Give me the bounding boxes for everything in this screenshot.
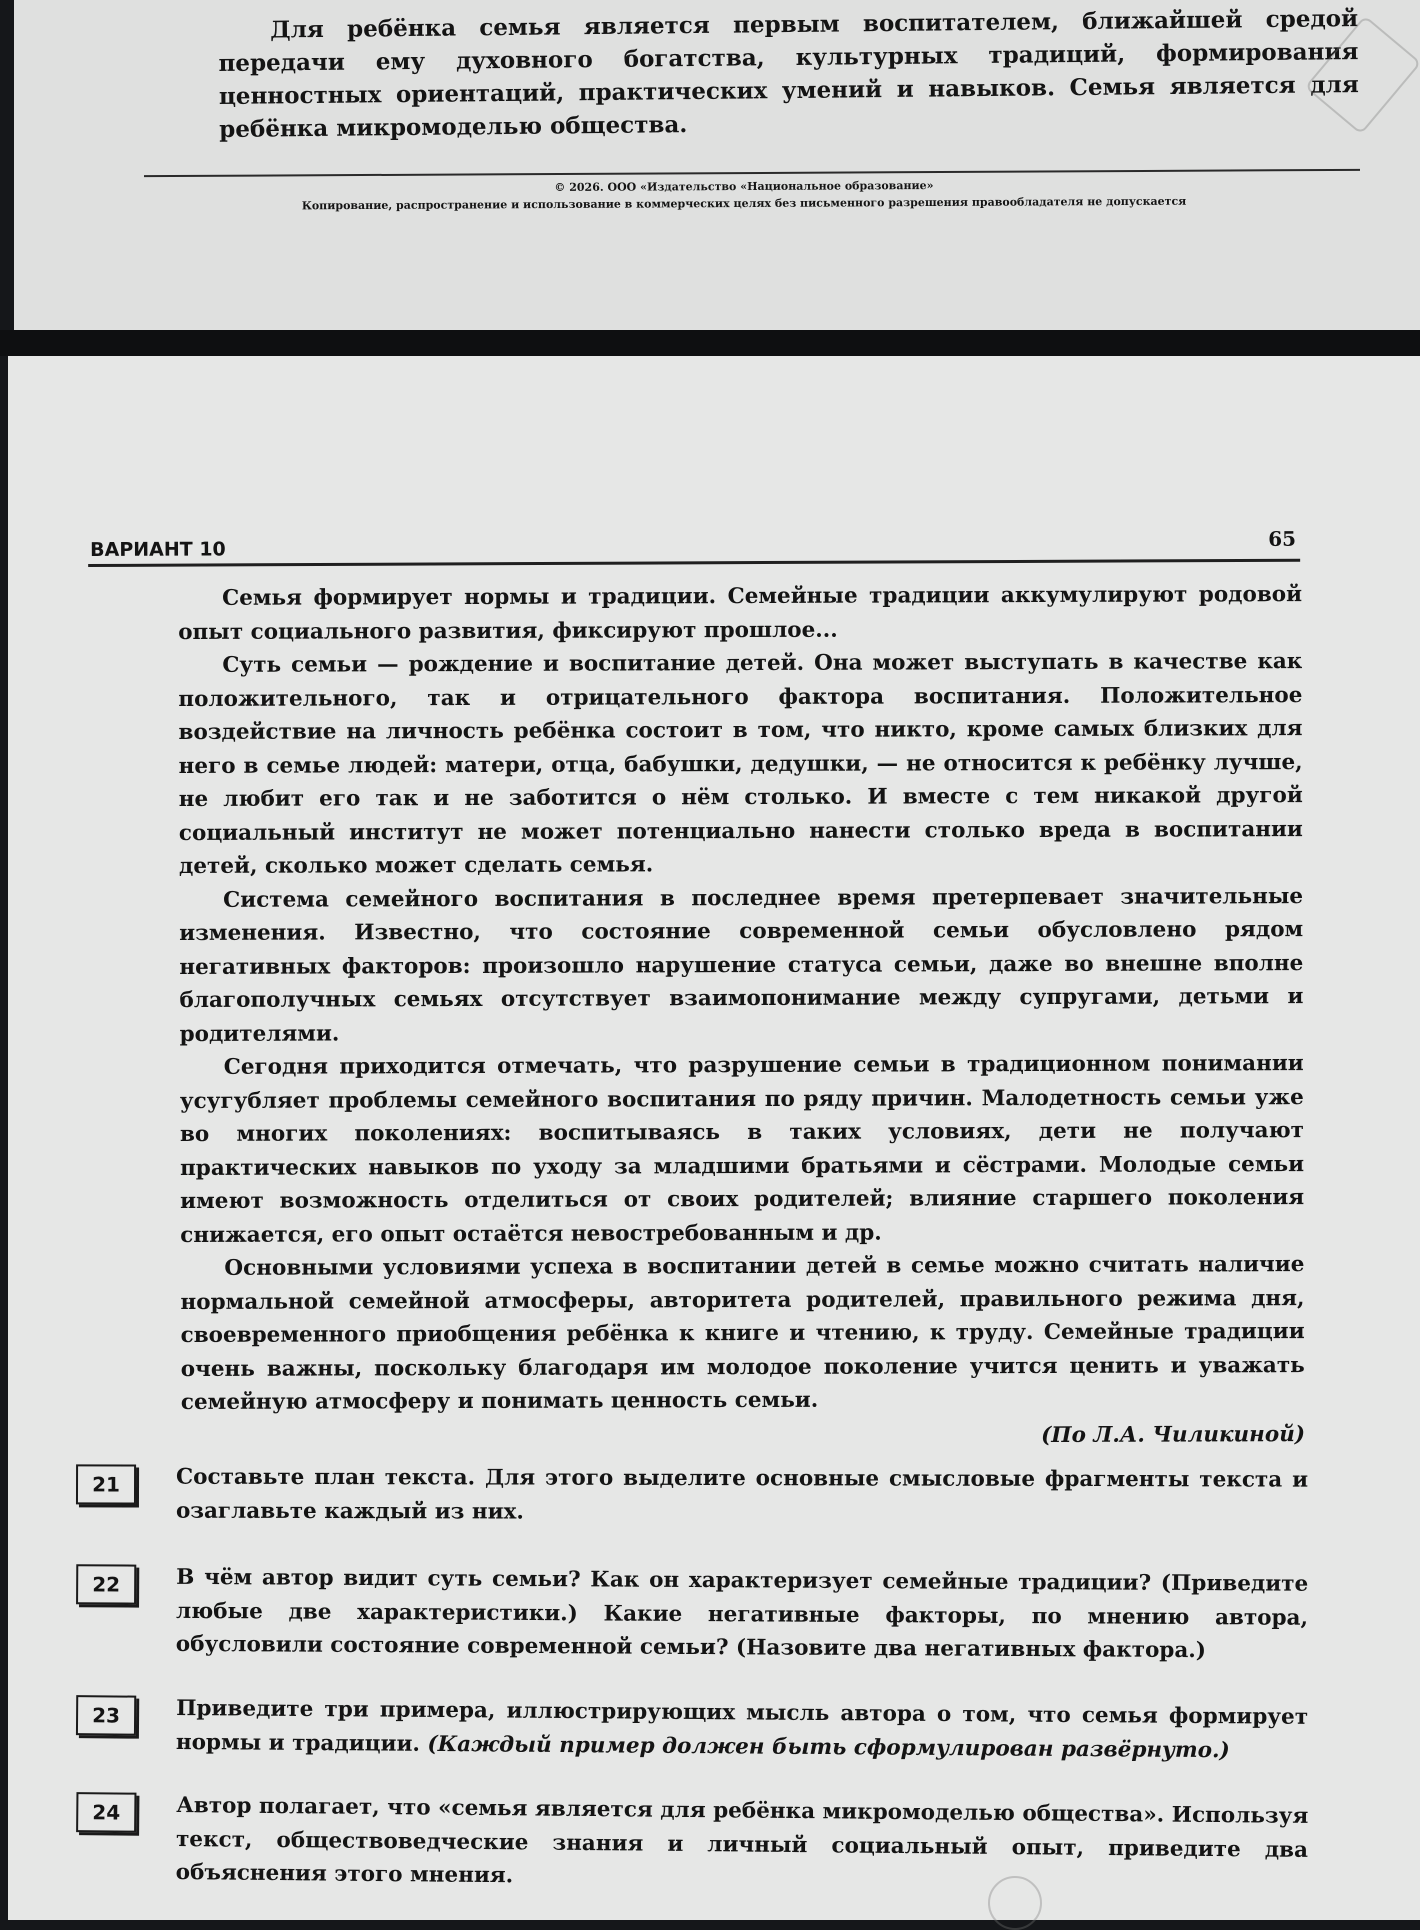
- text-attribution: (По Л.А. Чиликиной): [1041, 1421, 1306, 1448]
- text-paragraph-4: Сегодня приходится отмечать, что разрушение семьи в традиционном понимании усугубляет проблемы семейного воспитания по ряду причин. Малодетность семьи уже во многих поколениях: воспитываясь в таких условиях, дети не получают практических навыков по уходу за младшими братьями и сёстрами. Молодые семьи имеют возможность отделиться от своих родителей; влияние старшего поколения снижается, его опыт остаётся невостребованным и др.: [179, 1051, 1305, 1248]
- copyright-line-1: © 2026. ООО «Издательство «Национальное образование»: [554, 179, 934, 194]
- watermark-circle-icon: [988, 1876, 1042, 1930]
- task-21: [76, 1460, 1308, 1530]
- task-number-box: 24: [76, 1792, 136, 1833]
- previous-page-fragment: [14, 0, 1420, 330]
- variant-label: ВАРИАНТ 10: [90, 538, 226, 561]
- task-text: Составьте план текста. Для этого выделите основные смысловые фрагменты текста и озаглавьте каждый из них.: [175, 1464, 1309, 1525]
- task-number-box: 23: [76, 1695, 136, 1735]
- source-text: [178, 578, 1305, 1455]
- text-paragraph-5: Основными условиями успеха в воспитании детей в семье можно считать наличие нормальной семейной атмосферы, авторитета родителей, правильного режима дня, своевременного приобщения ребёнка к книге и чтению, к труду. Семейные традиции очень важны, поскольку благодаря им молодое поколение учится ценить и уважать семейную атмосферу и понимать ценность семьи.: [180, 1252, 1305, 1415]
- task-text-note: (Каждый пример должен быть сформулирован развёрнуто.): [427, 1731, 1230, 1763]
- page-number: 65: [1268, 526, 1297, 551]
- running-header: [88, 521, 1300, 567]
- copyright-line-2: Копирование, распространение и использование в коммерческих целях без письменного разрешения правообладателя не допускается: [301, 194, 1187, 213]
- task-text-main: Приведите три примера, иллюстрирующих мысль автора о том, что семья формирует нормы и традиции.: [175, 1695, 1309, 1757]
- copyright-notice: [164, 175, 1324, 215]
- task-24: [76, 1788, 1309, 1900]
- text-paragraph-2: Суть семьи — рождение и воспитание детей. Она может выступать в качестве как положительного, так и отрицательного фактора воспитания. Положительное воздействие на личность ребёнка состоит в том, что никто, кроме самых близких для него в семье людей: матери, отца, бабушки, дедушки, — не относится к ребёнку лучше, не любит его так и не заботится о нём столько. И вместе с тем никакой другой социальный институт не может потенциально нанести столько вреда в воспитании детей, сколько может сделать семья.: [178, 649, 1303, 879]
- task-number-box: 21: [76, 1464, 136, 1504]
- task-number-box: 22: [76, 1564, 136, 1604]
- task-text: [176, 1692, 1308, 1768]
- book-page: [8, 356, 1420, 1920]
- text-paragraph-3: Система семейного воспитания в последнее время претерпевает значительные изменения. Известно, что состояние современной семьи обусловлено рядом негативных факторов: произошло нарушение статуса семьи, даже во внешне вполне благополучных семьях отсутствует взаимопонимание между супругами, детьми и родителями.: [179, 883, 1304, 1047]
- task-23: [76, 1691, 1308, 1768]
- page-gap: [0, 330, 1420, 356]
- text-paragraph-1: Семья формирует нормы и традиции. Семейные традиции аккумулируют родовой опыт социального развития, фиксируют прошлое...: [178, 582, 1303, 645]
- previous-page-text: Для ребёнка семья является первым воспитателем, ближайшей средой передачи ему духовного богатства, культурных традиций, формирования ценностных ориентаций, практических умений и навыков. Семья является для ребёнка микромоделью общества.: [218, 5, 1359, 143]
- task-text: В чём автор видит суть семьи? Как он характеризует семейные традиции? (Приведите любые две характеристики.) Какие негативные факторы, по мнению автора, обусловили состояние современной семьи? (Назовите два негативных фактора.): [175, 1564, 1309, 1664]
- task-22: [76, 1560, 1309, 1668]
- task-text: Автор полагает, что «семья является для ребёнка микромоделью общества». Используя текст, обществоведческие знания и личный социальный опыт, приведите два объяснения этого мнения.: [175, 1793, 1309, 1889]
